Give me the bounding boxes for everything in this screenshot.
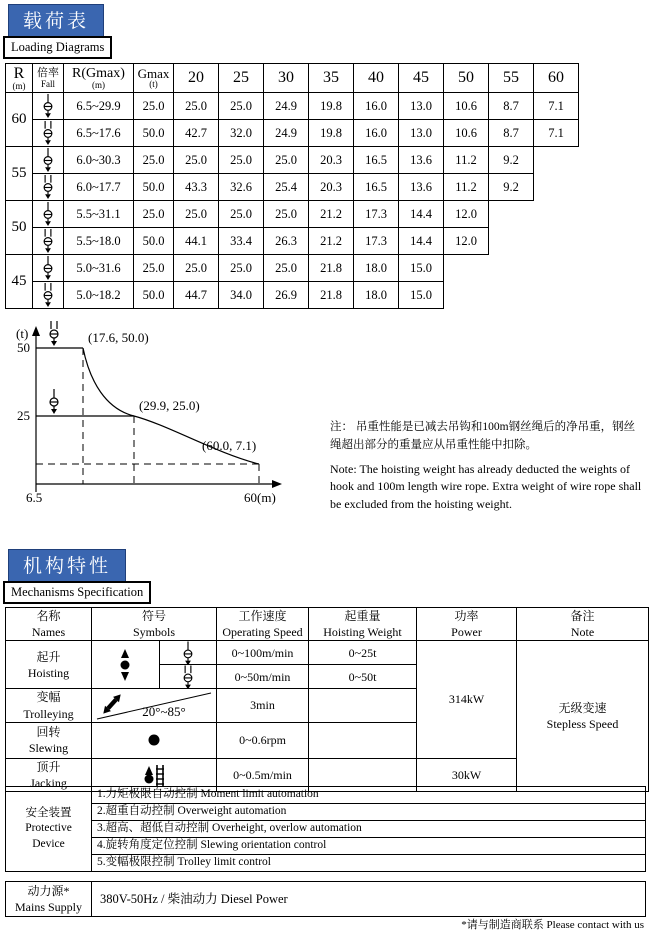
col-fall: 倍率 Fall: [33, 64, 64, 93]
col-note: 备注 Note: [517, 608, 649, 641]
fall-cell: [33, 201, 64, 228]
load-row-55a: [6, 147, 579, 174]
col-speed: 工作速度 Operating Speed: [217, 608, 309, 641]
fall-cell: [33, 174, 64, 201]
range-cell: 6.0~30.3: [64, 147, 134, 174]
load-cell: 25.0: [174, 93, 219, 120]
empty-cell: [534, 228, 579, 255]
gmax-cell: 50.0: [134, 282, 174, 309]
weight-cell: [309, 722, 417, 758]
load-cell: 25.4: [264, 174, 309, 201]
safety-row: [6, 855, 646, 872]
safety-item: 4.旋转角度定位控制 Slewing orientation control: [92, 838, 646, 855]
load-row-45b: [6, 282, 579, 309]
load-row-60a: [6, 93, 579, 120]
load-cell: 16.5: [354, 174, 399, 201]
load-row-55b: [6, 174, 579, 201]
safety-row: [6, 787, 646, 804]
col-radius-35: 35: [309, 64, 354, 93]
note-en: Note: The hoisting weight has already deducted the weights of hook and 100m length wire rope. Extra weight of wire rope shall be excluded from the hoisting weight.: [330, 461, 642, 511]
fall-4-icon: [40, 282, 56, 308]
col-power: 功率 Power: [417, 608, 517, 641]
weight-cell: [309, 689, 417, 722]
col-radius-45: 45: [399, 64, 444, 93]
col-radius-30: 30: [264, 64, 309, 93]
symbol-cell: [159, 641, 216, 665]
gmax-cell: 25.0: [134, 147, 174, 174]
load-cell: 34.0: [219, 282, 264, 309]
speed-cell: 0~50m/min: [217, 665, 309, 689]
empty-cell: [489, 282, 534, 309]
load-cell: 10.6: [444, 93, 489, 120]
empty-cell: [534, 147, 579, 174]
load-cell: 14.4: [399, 228, 444, 255]
fall-cell: [33, 93, 64, 120]
symbol-cell: [92, 722, 217, 758]
speed-cell: 0~100m/min: [217, 641, 309, 665]
load-row-45a: [6, 255, 579, 282]
empty-cell: [534, 201, 579, 228]
load-cell: 44.7: [174, 282, 219, 309]
load-cell: 7.1: [534, 93, 579, 120]
load-cell: 19.8: [309, 93, 354, 120]
point-label-3: (60.0, 7.1): [202, 438, 257, 453]
boom-length-cell: 55: [6, 147, 33, 201]
load-cell: 8.7: [489, 93, 534, 120]
col-radius-25: 25: [219, 64, 264, 93]
load-cell: 12.0: [444, 228, 489, 255]
load-cell: 20.3: [309, 147, 354, 174]
load-cell: 7.1: [534, 120, 579, 147]
col-names: 名称 Names: [6, 608, 92, 641]
load-cell: 25.0: [264, 147, 309, 174]
load-cell: 16.5: [354, 147, 399, 174]
loading-section-header: [3, 4, 112, 59]
power-cell: 314kW: [417, 641, 517, 758]
mains-value: 380V-50Hz / 柴油动力 Diesel Power: [92, 882, 646, 917]
mech-title-en: Mechanisms Specification: [3, 581, 151, 604]
load-cell: 13.0: [399, 120, 444, 147]
load-cell: 13.6: [399, 174, 444, 201]
loading-header-row: [6, 64, 579, 93]
load-cell: 16.0: [354, 120, 399, 147]
tick-50: 50: [17, 340, 30, 355]
load-cell: 44.1: [174, 228, 219, 255]
boom-length-cell: 45: [6, 255, 33, 309]
load-cell: 16.0: [354, 93, 399, 120]
fall-2-icon: [40, 255, 56, 281]
load-cell: 26.9: [264, 282, 309, 309]
range-cell: 6.5~17.6: [64, 120, 134, 147]
boom-length-cell: 60: [6, 93, 33, 147]
gmax-cell: 50.0: [134, 228, 174, 255]
note-cell: 无级变速 Stepless Speed: [517, 641, 649, 792]
speed-cell: 0~0.5m/min: [217, 758, 309, 791]
load-cell: 14.4: [399, 201, 444, 228]
fall-cell: [33, 282, 64, 309]
safety-item: 5.变幅极限控制 Trolley limit control: [92, 855, 646, 872]
fall-2-icon: [180, 641, 196, 664]
load-cell: 25.0: [219, 201, 264, 228]
col-radius-60: 60: [534, 64, 579, 93]
col-radius-20: 20: [174, 64, 219, 93]
y-axis-arrow-icon: [32, 326, 40, 336]
load-cell: 20.3: [309, 174, 354, 201]
load-row-50b: [6, 228, 579, 255]
load-cell: 43.3: [174, 174, 219, 201]
fall-cell: [33, 120, 64, 147]
y-unit-label: (t): [16, 326, 29, 341]
col-radius-55: 55: [489, 64, 534, 93]
fall-2-icon: [40, 147, 56, 173]
col-rgmax: R(Gmax) (m): [64, 64, 134, 93]
mains-supply-table: [5, 881, 646, 917]
range-cell: 5.5~31.1: [64, 201, 134, 228]
gmax-cell: 25.0: [134, 255, 174, 282]
symbol-cell: [159, 665, 216, 689]
luffing-angle-icon: [94, 691, 214, 720]
loading-title-zh: 载荷表: [8, 4, 104, 37]
load-cell: 25.0: [174, 201, 219, 228]
col-radius-r: R (m): [6, 64, 33, 93]
symbol-cell: [92, 641, 160, 689]
load-cell: 9.2: [489, 147, 534, 174]
range-cell: 6.0~17.7: [64, 174, 134, 201]
load-cell: 21.2: [309, 228, 354, 255]
load-cell: 21.8: [309, 255, 354, 282]
empty-cell: [489, 228, 534, 255]
symbol-cell: [92, 689, 217, 722]
fall-cell: [33, 255, 64, 282]
mech-section-header: [3, 549, 151, 604]
mech-title-zh: 机构特性: [8, 549, 126, 582]
power-cell: 30kW: [417, 758, 517, 791]
range-cell: 5.5~18.0: [64, 228, 134, 255]
loading-table: [5, 63, 579, 309]
point-label-2: (29.9, 25.0): [139, 398, 200, 413]
load-cell: 42.7: [174, 120, 219, 147]
load-cell: 25.0: [174, 147, 219, 174]
mechanism-name: 起升 Hoisting: [6, 641, 92, 689]
mechanism-name: 变幅 Trolleying: [6, 689, 92, 722]
load-cell: 21.2: [309, 201, 354, 228]
col-weight: 起重量 Hoisting Weight: [309, 608, 417, 641]
jacking-icon: [142, 762, 166, 788]
notes-block: [330, 418, 644, 513]
mains-header-cell: 动力源* Mains Supply: [6, 882, 92, 917]
fall-4-icon: [180, 665, 196, 688]
safety-item: 3.超高、超低自动控制 Overheight, overlow automation: [92, 821, 646, 838]
gmax-cell: 25.0: [134, 201, 174, 228]
safety-item: 1.力矩极限自动控制 Moment limit automation: [92, 787, 646, 804]
load-cell: 10.6: [444, 120, 489, 147]
range-cell: 5.0~31.6: [64, 255, 134, 282]
mechanisms-table: [5, 607, 649, 792]
load-cell: 13.6: [399, 147, 444, 174]
safety-table: [5, 786, 646, 872]
load-cell: 13.0: [399, 93, 444, 120]
load-cell: 26.3: [264, 228, 309, 255]
safety-row: [6, 821, 646, 838]
load-cell: 25.0: [219, 93, 264, 120]
load-cell: 24.9: [264, 120, 309, 147]
hook-2fall-icon: [50, 389, 58, 414]
boom-length-cell: 50: [6, 201, 33, 255]
load-cell: 19.8: [309, 120, 354, 147]
x-axis-arrow-icon: [272, 480, 282, 488]
safety-row: [6, 804, 646, 821]
fall-4-icon: [40, 228, 56, 254]
load-row-50a: [6, 201, 579, 228]
fall-cell: [33, 228, 64, 255]
weight-cell: 0~25t: [309, 641, 417, 665]
load-cell: 15.0: [399, 282, 444, 309]
fall-4-icon: [40, 120, 56, 146]
load-cell: 25.0: [219, 255, 264, 282]
load-cell: 24.9: [264, 93, 309, 120]
mech-header-row: [6, 608, 649, 641]
empty-cell: [489, 255, 534, 282]
load-cell: 17.3: [354, 201, 399, 228]
hook-4fall-icon: [50, 321, 58, 346]
load-cell: 17.3: [354, 228, 399, 255]
hoisting-row-a: [6, 641, 649, 665]
load-cell: 33.4: [219, 228, 264, 255]
speed-cell: 0~0.6rpm: [217, 722, 309, 758]
fall-cell: [33, 147, 64, 174]
load-cell: 9.2: [489, 174, 534, 201]
fall-2-icon: [40, 201, 56, 227]
range-cell: 5.0~18.2: [64, 282, 134, 309]
mechanism-name: 回转 Slewing: [6, 722, 92, 758]
gmax-cell: 25.0: [134, 93, 174, 120]
col-gmax: Gmax (t): [134, 64, 174, 93]
hoist-updown-icon: [118, 649, 132, 681]
load-cell: 15.0: [399, 255, 444, 282]
mains-row: [6, 882, 646, 917]
load-cell: 18.0: [354, 255, 399, 282]
load-cell: 11.2: [444, 174, 489, 201]
safety-row: [6, 838, 646, 855]
gmax-cell: 50.0: [134, 174, 174, 201]
fall-2-icon: [40, 93, 56, 119]
empty-cell: [489, 201, 534, 228]
load-cell: 12.0: [444, 201, 489, 228]
safety-item: 2.超重自动控制 Overweight automation: [92, 804, 646, 821]
empty-cell: [534, 255, 579, 282]
angle-range-label: 20°~85°: [142, 704, 186, 720]
empty-cell: [444, 282, 489, 309]
col-radius-50: 50: [444, 64, 489, 93]
empty-cell: [444, 255, 489, 282]
load-cell: 32.0: [219, 120, 264, 147]
note-zh: 注： 吊重性能是已减去吊钩和100m钢丝绳后的净吊重，钢丝绳超出部分的重量应从吊重性能中扣除。: [330, 421, 636, 452]
col-symbols: 符号 Symbols: [92, 608, 217, 641]
fall-4-icon: [40, 174, 56, 200]
x-min-label: 6.5: [26, 490, 43, 505]
load-cell: 25.0: [219, 147, 264, 174]
col-radius-40: 40: [354, 64, 399, 93]
load-cell: 25.0: [264, 255, 309, 282]
load-curve-chart: [6, 310, 316, 510]
load-cell: 32.6: [219, 174, 264, 201]
weight-cell: 0~50t: [309, 665, 417, 689]
load-cell: 25.0: [174, 255, 219, 282]
load-cell: 25.0: [264, 201, 309, 228]
load-cell: 21.8: [309, 282, 354, 309]
tick-25: 25: [17, 408, 30, 423]
speed-cell: 3min: [217, 689, 309, 722]
safety-header-cell: 安全装置 Protective Device: [6, 787, 92, 872]
footnote: *请与制造商联系 Please contact with us: [461, 919, 644, 931]
range-cell: 6.5~29.9: [64, 93, 134, 120]
gmax-cell: 50.0: [134, 120, 174, 147]
load-row-60b: [6, 120, 579, 147]
empty-cell: [534, 282, 579, 309]
x-max-label: 60(m): [244, 490, 276, 505]
load-cell: 8.7: [489, 120, 534, 147]
mechanism-name: 顶升 Jacking: [6, 758, 92, 791]
loading-title-en: Loading Diagrams: [3, 36, 112, 59]
load-cell: 18.0: [354, 282, 399, 309]
load-cell: 11.2: [444, 147, 489, 174]
empty-cell: [534, 174, 579, 201]
point-label-1: (17.6, 50.0): [88, 330, 149, 345]
slewing-icon: [147, 733, 161, 747]
